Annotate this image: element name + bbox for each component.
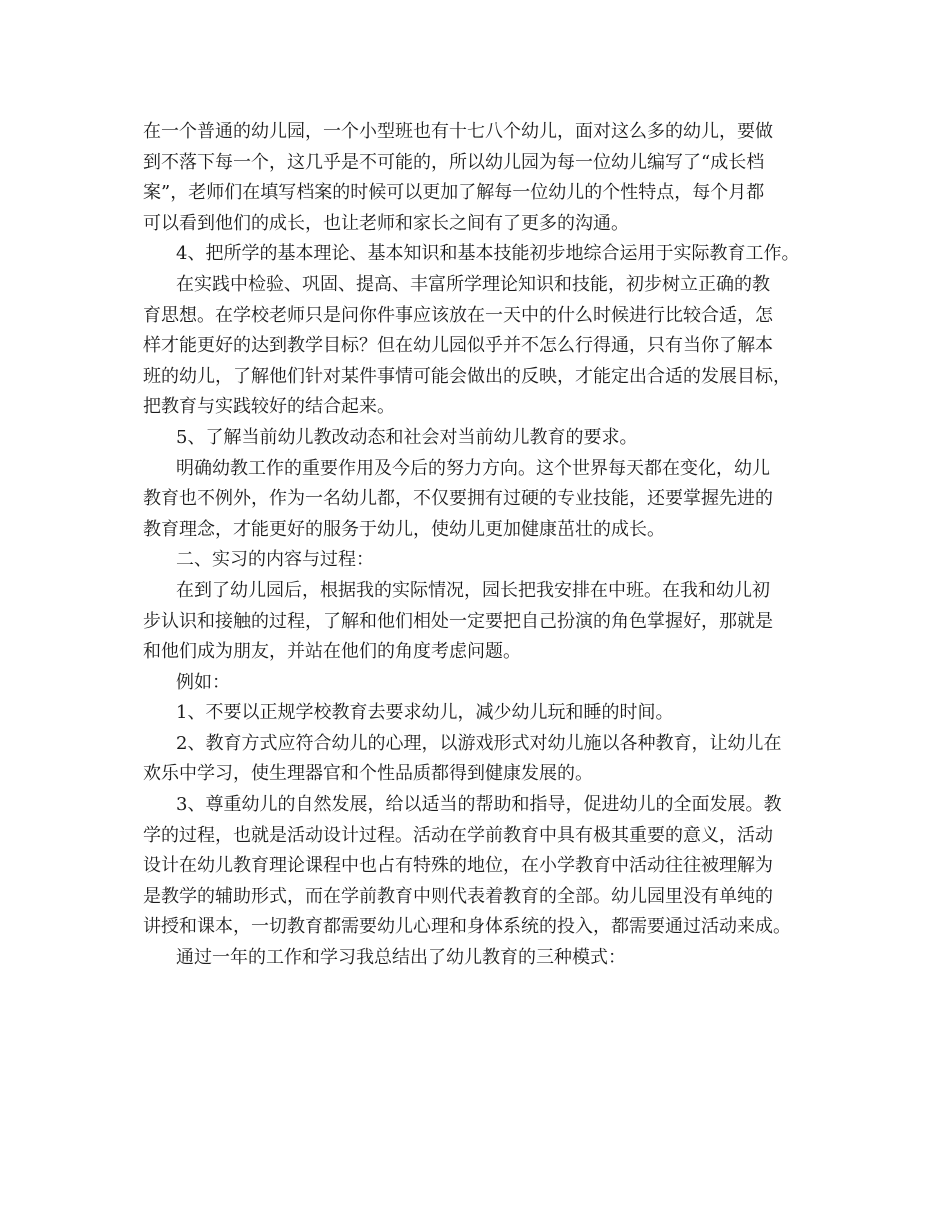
text-line: 育思想。在学校老师只是问你件事应该放在一天中的什么时候进行比较合适，怎 <box>143 304 773 326</box>
paragraph-item-5-heading <box>143 423 811 454</box>
text-line: 二、实习的内容与过程： <box>176 549 374 571</box>
paragraph-growth-files <box>143 117 811 239</box>
text-line: 到不落下每一个，这几乎是不可能的，所以幼儿园为每一位幼儿编写了“成长档 <box>143 151 765 173</box>
text-line: 学的过程，也就是活动设计过程。活动在学前教育中具有极其重要的意义，活动 <box>143 824 773 846</box>
text-line: 案”，老师们在填写档案的时候可以更加了解每一位幼儿的个性特点，每个月都 <box>143 182 765 204</box>
paragraph-summary-intro <box>143 943 811 974</box>
document-body <box>143 117 811 974</box>
text-line: 可以看到他们的成长，也让老师和家长之间有了更多的沟通。 <box>143 212 629 234</box>
section-heading-internship-content <box>143 545 811 576</box>
list-item-1 <box>143 698 811 729</box>
text-line: 教育理念，才能更好的服务于幼儿，使幼儿更加健康茁壮的成长。 <box>143 518 665 540</box>
paragraph-arrival <box>143 576 811 668</box>
paragraph-example-label <box>143 668 811 699</box>
paragraph-direction <box>143 454 811 546</box>
text-line: 3、尊重幼儿的自然发展，给以适当的帮助和指导，促进幼儿的全面发展。教 <box>176 794 782 816</box>
text-line: 欢乐中学习，使生理器官和个性品质都得到健康发展的。 <box>143 763 593 785</box>
text-line: 步认识和接触的过程，了解和他们相处一定要把自己扮演的角色掌握好，那就是 <box>143 610 773 632</box>
text-line: 4、把所学的基本理论、基本知识和基本技能初步地综合运用于实际教育工作。 <box>176 243 800 265</box>
text-line: 和他们成为朋友，并站在他们的角度考虑问题。 <box>143 641 521 663</box>
text-line: 在一个普通的幼儿园，一个小型班也有十七八个幼儿，面对这么多的幼儿，要做 <box>143 121 773 142</box>
text-line: 设计在幼儿教育理论课程中也占有特殊的地位，在小学教育中活动往往被理解为 <box>143 855 773 877</box>
text-line: 把教育与实践较好的结合起来。 <box>143 396 395 418</box>
paragraph-item-4-heading <box>143 239 811 270</box>
text-line: 明确幼教工作的重要作用及今后的努力方向。这个世界每天都在变化，幼儿 <box>176 457 770 479</box>
text-line: 样才能更好的达到教学目标？但在幼儿园似乎并不怎么行得通，只有当你了解本 <box>143 335 773 357</box>
text-line: 通过一年的工作和学习我总结出了幼儿教育的三种模式： <box>176 947 626 969</box>
text-line: 班的幼儿，了解他们针对某件事情可能会做出的反映，才能定出合适的发展目标， <box>143 365 791 387</box>
text-line: 讲授和课本，一切教育都需要幼儿心理和身体系统的投入，都需要通过活动来成。 <box>143 916 791 938</box>
text-line: 是教学的辅助形式，而在学前教育中则代表着教育的全部。幼儿园里没有单纯的 <box>143 885 773 907</box>
text-line: 2、教育方式应符合幼儿的心理，以游戏形式对幼儿施以各种教育，让幼儿在 <box>176 732 782 754</box>
paragraph-practice <box>143 270 811 423</box>
text-line: 教育也不例外，作为一名幼儿都，不仅要拥有过硬的专业技能，还要掌握先进的 <box>143 488 773 510</box>
list-item-2 <box>143 729 811 790</box>
text-line: 1、不要以正规学校教育去要求幼儿，减少幼儿玩和睡的时间。 <box>176 702 674 724</box>
text-line: 在实践中检验、巩固、提高、丰富所学理论知识和技能，初步树立正确的教 <box>176 273 770 295</box>
text-line: 例如： <box>176 671 230 693</box>
list-item-3 <box>143 790 811 943</box>
text-line: 在到了幼儿园后，根据我的实际情况，园长把我安排在中班。在我和幼儿初 <box>176 579 770 601</box>
text-line: 5、了解当前幼儿教改动态和社会对当前幼儿教育的要求。 <box>176 426 638 448</box>
